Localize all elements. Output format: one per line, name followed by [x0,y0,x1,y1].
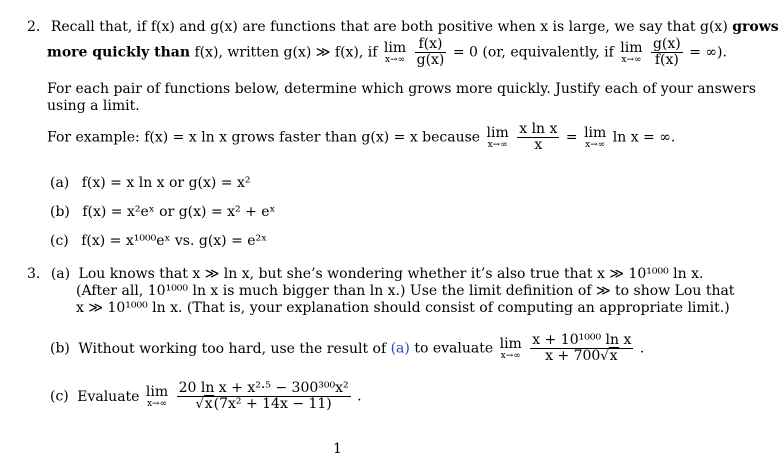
problem-2-part-a [50,175,251,193]
equals-zero-text: = 0 (or, equivalently, if [452,44,614,61]
definition-text: f(x), written g(x) ≫ f(x), if [194,44,378,61]
problem-2-line-1 [27,19,779,37]
page-number: 1 [333,441,342,457]
part-label: (c) [50,388,69,405]
fraction-g-over-f: $\frac{g(x)}{f(x)}$ [652,36,681,68]
part-text: Without working too hard, use the result of [78,340,387,357]
problem-3-part-a-line-3: x ≫ 10¹⁰⁰⁰ ln x. (That is, your explanation should consist of computing an appropriate limit.) [76,300,730,316]
problem-3-part-c: (c) Evaluate lim x→∞ $\frac{\text{20 ln x + x²·⁵ − 300³⁰⁰x²}}{\text{√x(7x² + 14x − 11)}}$ . [50,380,362,412]
part-label: (b) [50,340,70,357]
part-text: f(x) = x¹⁰⁰⁰eˣ vs. g(x) = e²ˣ [81,233,268,249]
part-b-fraction: $\frac{\text{x + 10¹⁰⁰⁰ ln x}}{x + 700√x}$ [532,332,632,364]
definition-term-more-quickly: more quickly than [47,44,191,61]
problem-3-part-b: (b) Without working too hard, use the result of (a) to evaluate lim x→∞ $\frac{\text{x + 10¹⁰⁰⁰ ln x}}{x + 700√x}$ . [50,332,645,364]
example-fraction: $\frac{\text{x ln x}}{x}$ [519,121,558,153]
part-text: to evaluate [414,340,494,357]
problem-2-part-b [50,204,276,222]
limit-operator: lim x→∞ [145,383,169,409]
problem-2-intro: Recall that, if f(x) and g(x) are functions that are both positive when x is large, we say that g(x) [50,19,728,35]
limit-operator: lim x→∞ [584,124,607,150]
part-label: (c) [50,233,69,249]
example-result: ln x = ∞. [612,129,676,146]
fraction-f-over-g: $\frac{f(x)}{g(x)}$ [416,36,445,68]
part-label: (a) [50,175,70,191]
problem-number: 3. [27,266,41,282]
limit-operator: lim x→∞ [499,335,522,361]
limit-operator: lim x→∞ [486,124,509,150]
problem-2-line-2 [47,37,727,68]
part-text: Evaluate [77,388,140,405]
part-a-reference-link[interactable]: (a) [390,340,410,357]
part-text: f(x) = x ln x or g(x) = x² [81,175,251,191]
definition-term-grows: grows [732,19,779,35]
limit-operator: lim x→∞ [383,39,407,65]
limit-operator: lim x→∞ [620,39,643,65]
part-c-fraction: $\frac{\text{20 ln x + x²·⁵ − 300³⁰⁰x²}}{\text{√x(7x² + 14x − 11)}}$ [178,380,349,412]
part-text: Lou knows that x ≫ ln x, but she’s wondering whether it’s also true that x ≫ 10¹⁰⁰⁰ ln x. [78,266,704,282]
equals-infinity-text: = ∞). [689,44,727,61]
part-text: f(x) = x²eˣ or g(x) = x² + eˣ [82,204,276,220]
problem-3-part-a-line-1 [27,266,703,284]
problem-2-part-c [50,233,267,251]
example-text: For example: f(x) = x ln x grows faster than g(x) = x because [47,129,481,146]
problem-3-part-a-line-2: (After all, 10¹⁰⁰⁰ ln x is much bigger than ln x.) Use the limit definition of ≫ to show Lou that [76,283,735,299]
problem-number: 2. [27,19,41,35]
part-label: (a) [50,266,71,282]
problem-2-instructions-line-2: using a limit. [47,98,140,114]
problem-2-instructions-line-1: For each pair of functions below, determine which grows more quickly. Justify each of your answers [47,81,756,97]
example-equals: = [565,129,578,146]
problem-2-example [47,122,675,153]
part-label: (b) [50,204,70,220]
